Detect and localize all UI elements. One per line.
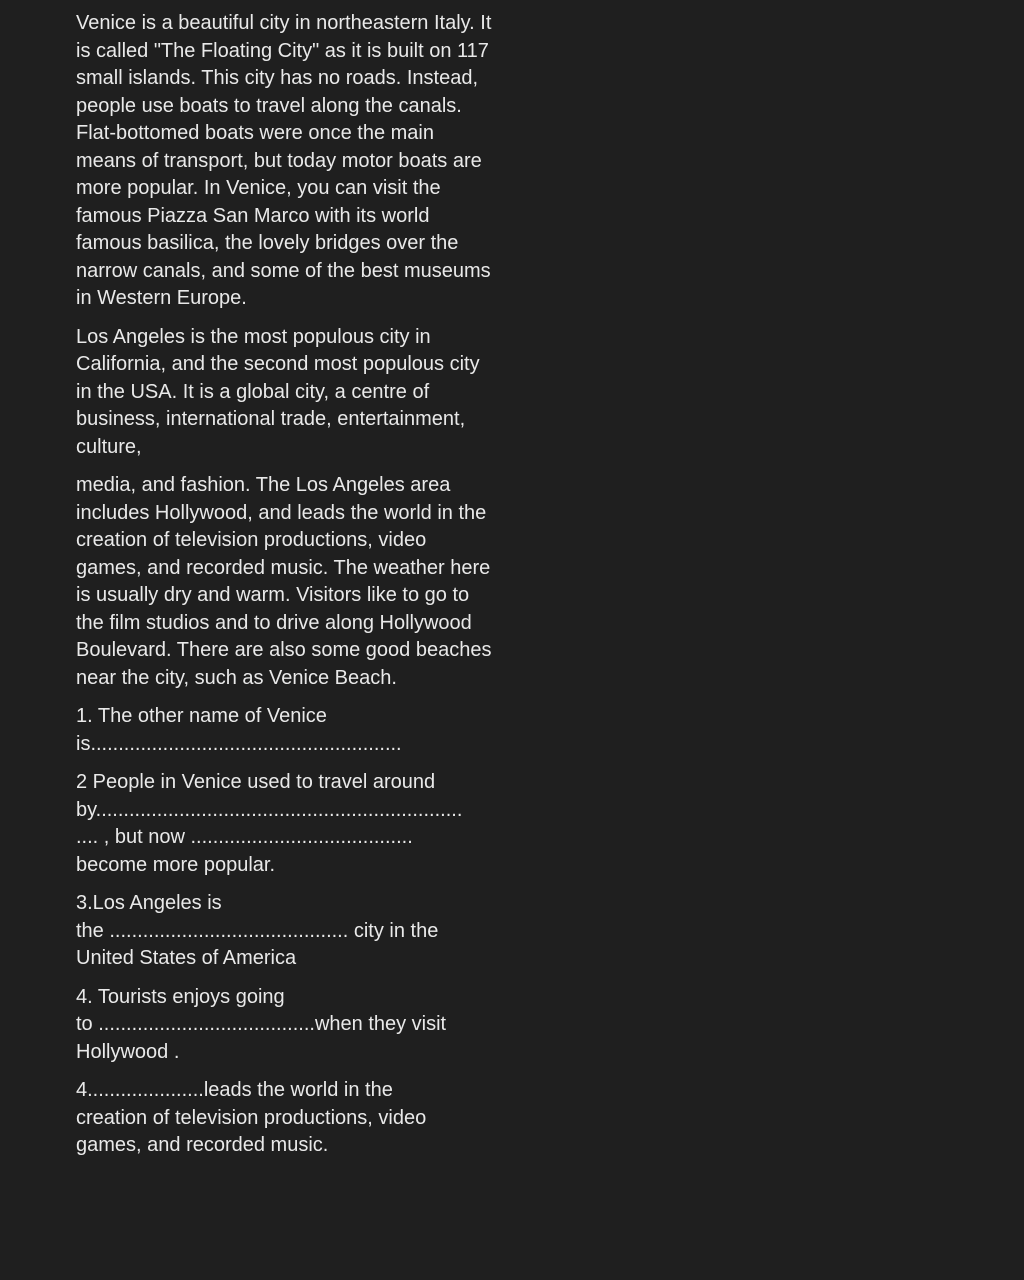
question-5 — [76, 1077, 496, 1160]
question-line: 1. The other name of Venice — [76, 705, 327, 727]
paragraph-los-angeles-part1: Los Angeles is the most populous city in California, and the second most populous city in the USA. It is a global city, a centre of business, international trade, entertainment, culture, — [76, 325, 480, 458]
question-4 — [76, 984, 496, 1067]
paragraph-venice: Venice is a beautiful city in northeastern Italy. It is called "The Floating City" as it is built on 117 small islands. This city has no roads. Instead, people use boats to travel along the canals. Flat-bottomed boats were once the main means of transport, but today motor boats are more popular. In Venice, you can visit the famous Piazza San Marco with its world famous basilica, the lovely bridges over the narrow canals, and some of the best museums in Western Europe. — [76, 12, 492, 309]
question-line: is........................................................ — [76, 732, 402, 755]
question-line: Hollywood . — [76, 1040, 180, 1063]
question-line: 4. Tourists enjoys going — [76, 985, 285, 1008]
question-line: 4.....................leads the world in the — [76, 1079, 393, 1101]
question-line: games, and recorded music. — [76, 1134, 329, 1156]
document-body — [76, 10, 496, 1171]
paragraph-los-angeles-part2: media, and fashion. The Los Angeles area includes Hollywood, and leads the world in the creation of television productions, video games, and recorded music. The weather here is usually dry and warm. Visitors like to go to the film studios and to drive along Hollywood Boulevard. There are also some good beaches near the city, such as Venice Beach. — [76, 474, 492, 689]
question-line: to .......................................when they visit — [76, 1013, 447, 1035]
question-line: 3.Los Angeles is — [76, 892, 222, 914]
question-line: by.................................................................. — [76, 798, 463, 821]
question-line: United States of America — [76, 947, 297, 969]
question-3 — [76, 890, 496, 973]
question-line: the ........................................... city in the — [76, 919, 439, 942]
question-2 — [76, 769, 496, 879]
question-line: creation of television productions, video — [76, 1106, 427, 1129]
question-1 — [76, 703, 496, 758]
question-line: become more popular. — [76, 853, 276, 876]
question-line: .... , but now ........................................ — [76, 826, 413, 848]
question-line: 2 People in Venice used to travel around — [76, 771, 436, 793]
